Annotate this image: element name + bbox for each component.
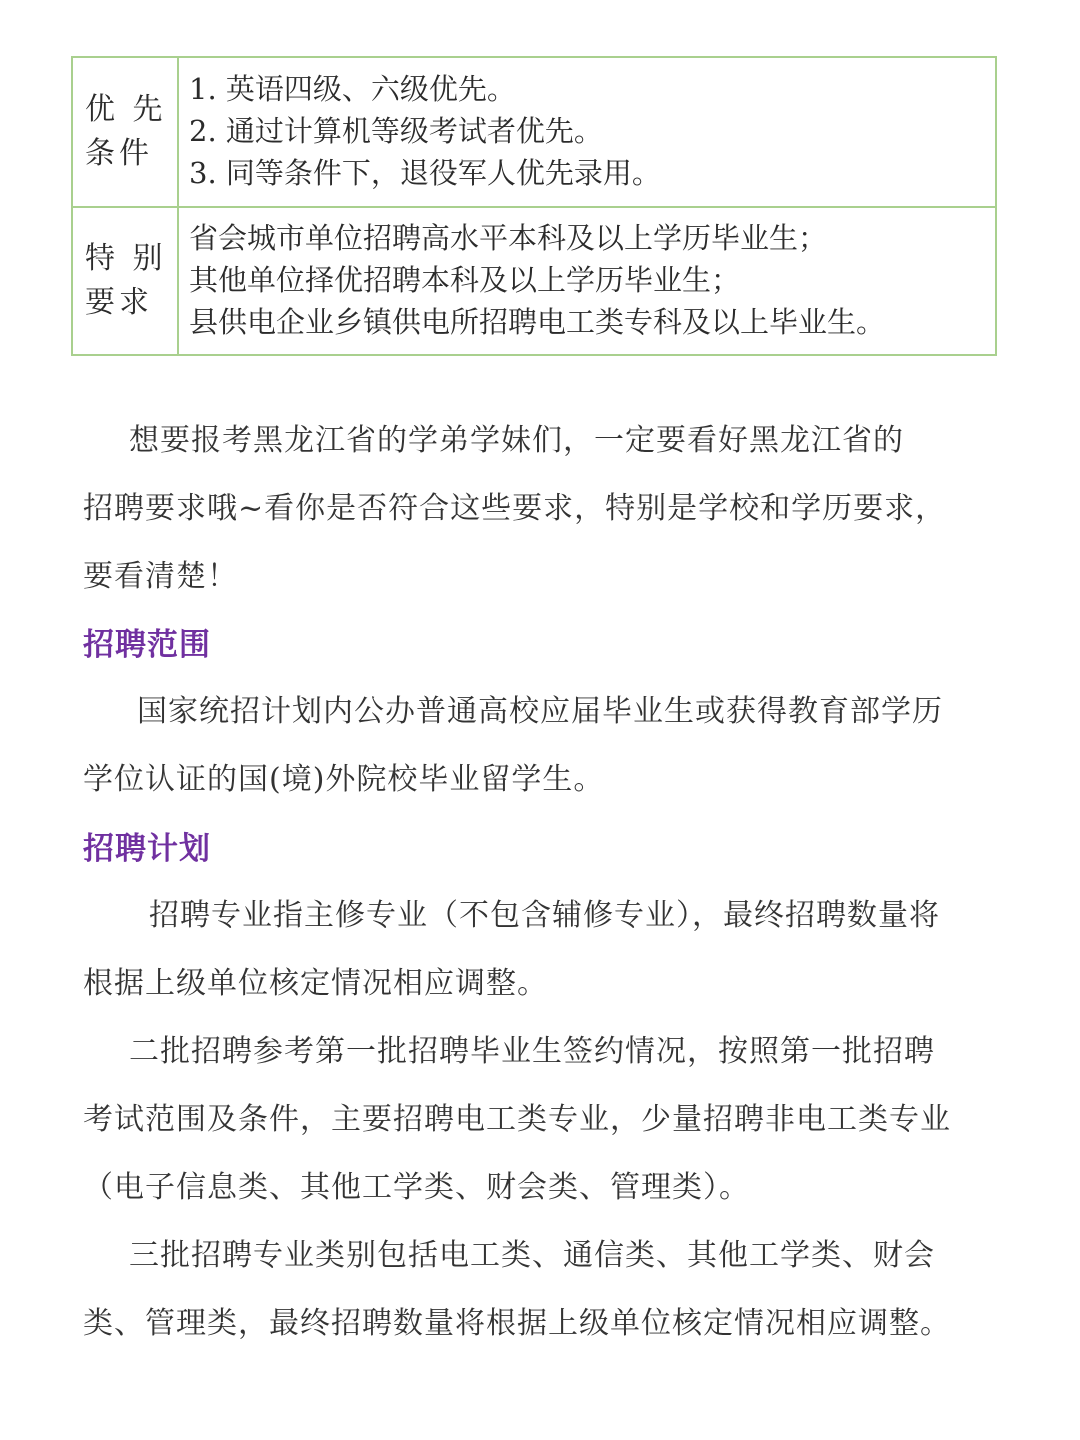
table-row-priority <box>72 57 996 207</box>
text-line: 国家统招计划内公办普通高校应届毕业生或获得教育部学历 <box>137 694 943 729</box>
text-line: 招聘专业指主修专业（不包含辅修专业），最终招聘数量将 <box>149 898 940 933</box>
table-content-special <box>178 207 996 355</box>
heading-recruitment-scope: 招聘范围 <box>83 627 211 663</box>
label-line: 要求 <box>85 285 153 320</box>
table-label-special <box>72 207 178 355</box>
table-text-line: 县供电企业乡镇供电所招聘电工类专科及以上毕业生。 <box>189 305 886 339</box>
table-text-line: 3. 同等条件下，退役军人优先录用。 <box>189 156 661 190</box>
table-text-line: 2. 通过计算机等级考试者优先。 <box>189 114 603 148</box>
scope-paragraph <box>83 678 1003 814</box>
text-line: 类、管理类，最终招聘数量将根据上级单位核定情况相应调整。 <box>83 1306 951 1341</box>
plan-paragraph-2 <box>83 1018 1003 1222</box>
label-line: 特 别 <box>85 241 167 276</box>
intro-paragraph <box>83 407 1003 611</box>
plan-paragraph-1 <box>83 882 1003 1018</box>
table-text-line: 1. 英语四级、六级优先。 <box>189 72 516 106</box>
table-text-line: 省会城市单位招聘高水平本科及以上学历毕业生； <box>189 221 828 255</box>
table-label-priority <box>72 57 178 207</box>
text-line: 想要报考黑龙江省的学弟学妹们，一定要看好黑龙江省的 <box>129 423 904 458</box>
text-line: 要看清楚！ <box>83 559 238 594</box>
table-row-special <box>72 207 996 355</box>
text-line: （电子信息类、其他工学类、财会类、管理类）。 <box>83 1170 750 1205</box>
requirements-table <box>71 56 997 356</box>
table-content-priority <box>178 57 996 207</box>
plan-paragraph-3 <box>83 1222 1003 1358</box>
text-line: 招聘要求哦~看你是否符合这些要求，特别是学校和学历要求， <box>83 491 947 526</box>
text-line: 学位认证的国(境)外院校毕业留学生。 <box>83 762 605 797</box>
text-line: 三批招聘专业类别包括电工类、通信类、其他工学类、财会 <box>129 1238 935 1273</box>
label-line: 条件 <box>85 136 153 171</box>
text-line: 考试范围及条件，主要招聘电工类专业，少量招聘非电工类专业 <box>83 1102 951 1137</box>
text-line: 二批招聘参考第一批招聘毕业生签约情况，按照第一批招聘 <box>129 1034 935 1069</box>
text-line: 根据上级单位核定情况相应调整。 <box>83 966 548 1001</box>
heading-recruitment-plan: 招聘计划 <box>83 831 211 867</box>
table-text-line: 其他单位择优招聘本科及以上学历毕业生； <box>189 263 741 297</box>
label-line: 优 先 <box>85 92 167 127</box>
